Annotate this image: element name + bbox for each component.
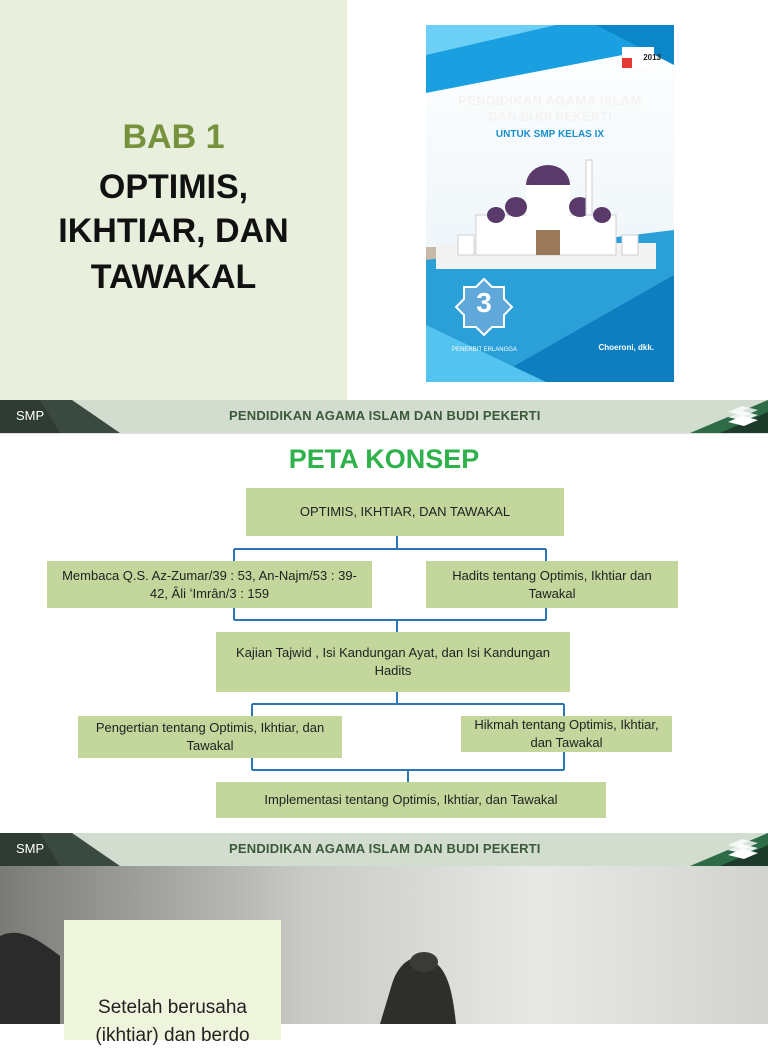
chapter-title-line-3: TAWAKAL: [90, 258, 257, 296]
concept-quran-reading: Membaca Q.S. Az-Zumar/39 : 53, An-Najm/53 : 39-42, Ȃli ʻImrȃn/3 : 159: [47, 561, 372, 608]
concept-root: OPTIMIS, IKHTIAR, DAN TAWAKAL: [246, 488, 564, 536]
cover-title-line-2: DAN BUDI PEKERTI: [488, 109, 612, 124]
cover-subtitle: UNTUK SMP KELAS IX: [495, 129, 605, 140]
concept-implementation: Implementasi tentang Optimis, Ikhtiar, dan Tawakal: [216, 782, 606, 818]
chapter-title-line-2: IKHTIAR, DAN: [58, 212, 289, 250]
concept-wisdom: Hikmah tentang Optimis, Ikhtiar, dan Tawakal: [461, 716, 672, 752]
book-stack-icon: [726, 406, 760, 428]
book-stack-icon: [726, 839, 760, 861]
slide-title: [0, 0, 768, 433]
chapter-number: BAB 1: [122, 118, 225, 156]
quote-card: [64, 920, 281, 1046]
curriculum-badge: 2013: [643, 53, 661, 62]
publisher-name: PENERBIT ERLANGGA: [452, 347, 517, 353]
book-cover: [426, 25, 674, 382]
footer-level: SMP: [16, 408, 45, 423]
slide-photo: [0, 866, 768, 1046]
quote-line-2: (ikhtiar) dan berdo: [95, 1025, 250, 1046]
volume-number: 3: [476, 287, 492, 318]
book-cover-art: [426, 25, 674, 382]
chapter-title-line-1: OPTIMIS,: [98, 168, 249, 206]
concept-hadits: Hadits tentang Optimis, Ikhtiar dan Tawakal: [426, 561, 678, 608]
footer-subject: PENDIDIKAN AGAMA ISLAM DAN BUDI PEKERTI: [229, 408, 541, 423]
cover-author: Choeroni, dkk.: [598, 343, 654, 352]
quote-line-1: Setelah berusaha: [98, 997, 247, 1018]
concept-map-title: PETA KONSEP: [288, 444, 480, 474]
cover-title-line-1: PENDIDIKAN AGAMA ISLAM: [458, 93, 642, 108]
slide-concept-map: [0, 433, 768, 866]
footer-level: SMP: [16, 841, 45, 856]
concept-tajwid-study: Kajian Tajwid , Isi Kandungan Ayat, dan Isi Kandungan Hadits: [216, 632, 570, 692]
slide-footer: [0, 400, 768, 433]
concept-definition: Pengertian tentang Optimis, Ikhtiar, dan Tawakal: [78, 716, 342, 758]
slide-footer: [0, 833, 768, 866]
footer-subject: PENDIDIKAN AGAMA ISLAM DAN BUDI PEKERTI: [229, 841, 541, 856]
